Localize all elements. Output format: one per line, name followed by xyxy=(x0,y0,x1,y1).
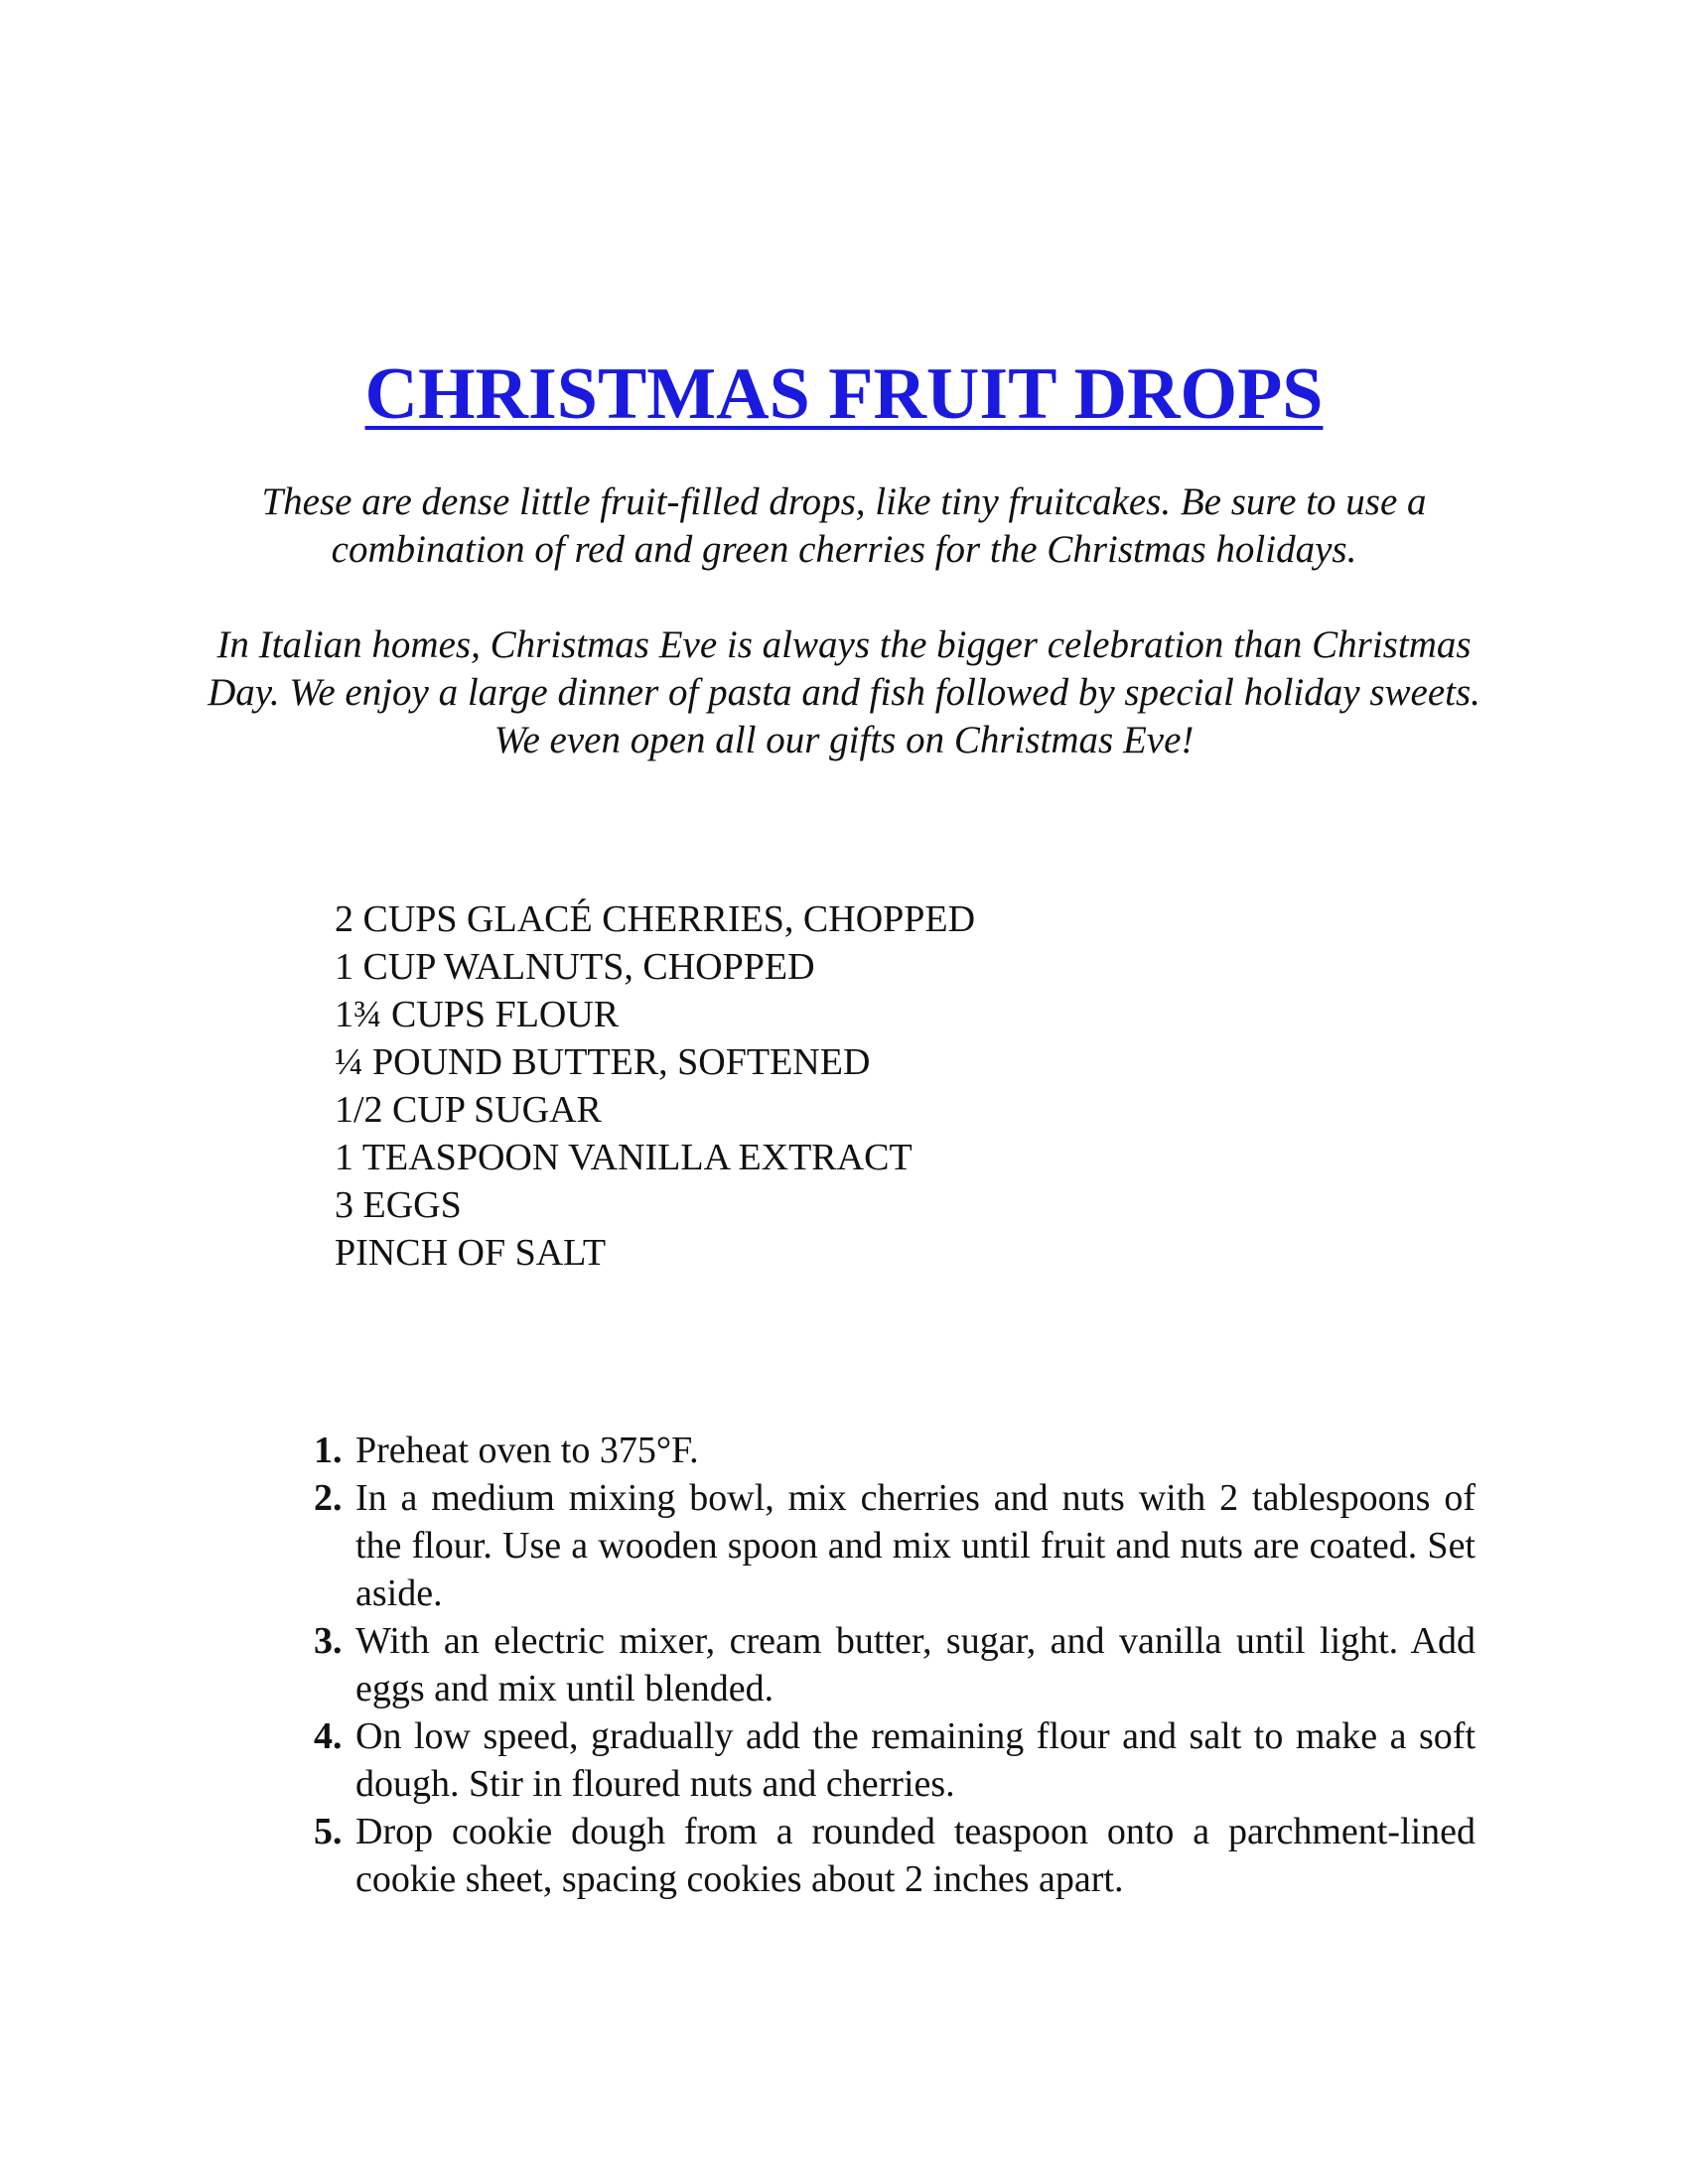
step-number: 2. xyxy=(314,1477,343,1519)
step-text: In a medium mixing bowl, mix cherries and nuts with 2 tablespoons of the flour. Use a wooden spoon and mix until fruit and nuts are coated. Set aside. xyxy=(355,1477,1476,1614)
step-text: Drop cookie dough from a rounded teaspoon onto a parchment-lined cookie sheet, spacing cookies about 2 inches apart. xyxy=(355,1811,1476,1900)
intro-paragraph-1: These are dense little fruit-filled drops, like tiny fruitcakes. Be sure to use a combination of red and green cherries for the Christmas holidays. xyxy=(261,480,1427,571)
step-number: 1. xyxy=(314,1430,343,1471)
ingredient-item: 1 TEASPOON VANILLA EXTRACT xyxy=(335,1137,913,1178)
ingredient-item: 2 CUPS GLACÉ CHERRIES, CHOPPED xyxy=(335,898,976,940)
instruction-step xyxy=(314,1712,1476,1808)
step-number: 5. xyxy=(314,1811,343,1852)
instruction-step xyxy=(314,1474,1476,1617)
instruction-list xyxy=(314,1427,1476,1903)
step-text: Preheat oven to 375°F. xyxy=(355,1430,699,1471)
ingredient-list xyxy=(335,895,975,1277)
recipe-title: CHRISTMAS FRUIT DROPS xyxy=(364,353,1324,435)
ingredient-item: 1 CUP WALNUTS, CHOPPED xyxy=(335,946,815,988)
ingredient-item: 1/2 CUP SUGAR xyxy=(335,1089,602,1131)
intro-paragraph-2: In Italian homes, Christmas Eve is always the bigger celebration than Christmas Day. We enjoy a large dinner of pasta and fish followed by special holiday sweets. We even open all our gifts on Christmas Eve! xyxy=(208,623,1480,761)
ingredient-item: ¼ POUND BUTTER, SOFTENED xyxy=(335,1041,871,1083)
ingredient-item: 1¾ CUPS FLOUR xyxy=(335,994,620,1035)
instruction-step xyxy=(314,1808,1476,1903)
ingredient-item: PINCH OF SALT xyxy=(335,1232,607,1274)
step-text: On low speed, gradually add the remaining flour and salt to make a soft dough. Stir in floured nuts and cherries. xyxy=(355,1715,1476,1805)
step-text: With an electric mixer, cream butter, sugar, and vanilla until light. Add eggs and mix until blended. xyxy=(355,1620,1476,1709)
instruction-step xyxy=(314,1427,1476,1474)
ingredient-item: 3 EGGS xyxy=(335,1184,462,1226)
instruction-step xyxy=(314,1617,1476,1712)
step-number: 3. xyxy=(314,1620,343,1662)
step-number: 4. xyxy=(314,1715,343,1757)
